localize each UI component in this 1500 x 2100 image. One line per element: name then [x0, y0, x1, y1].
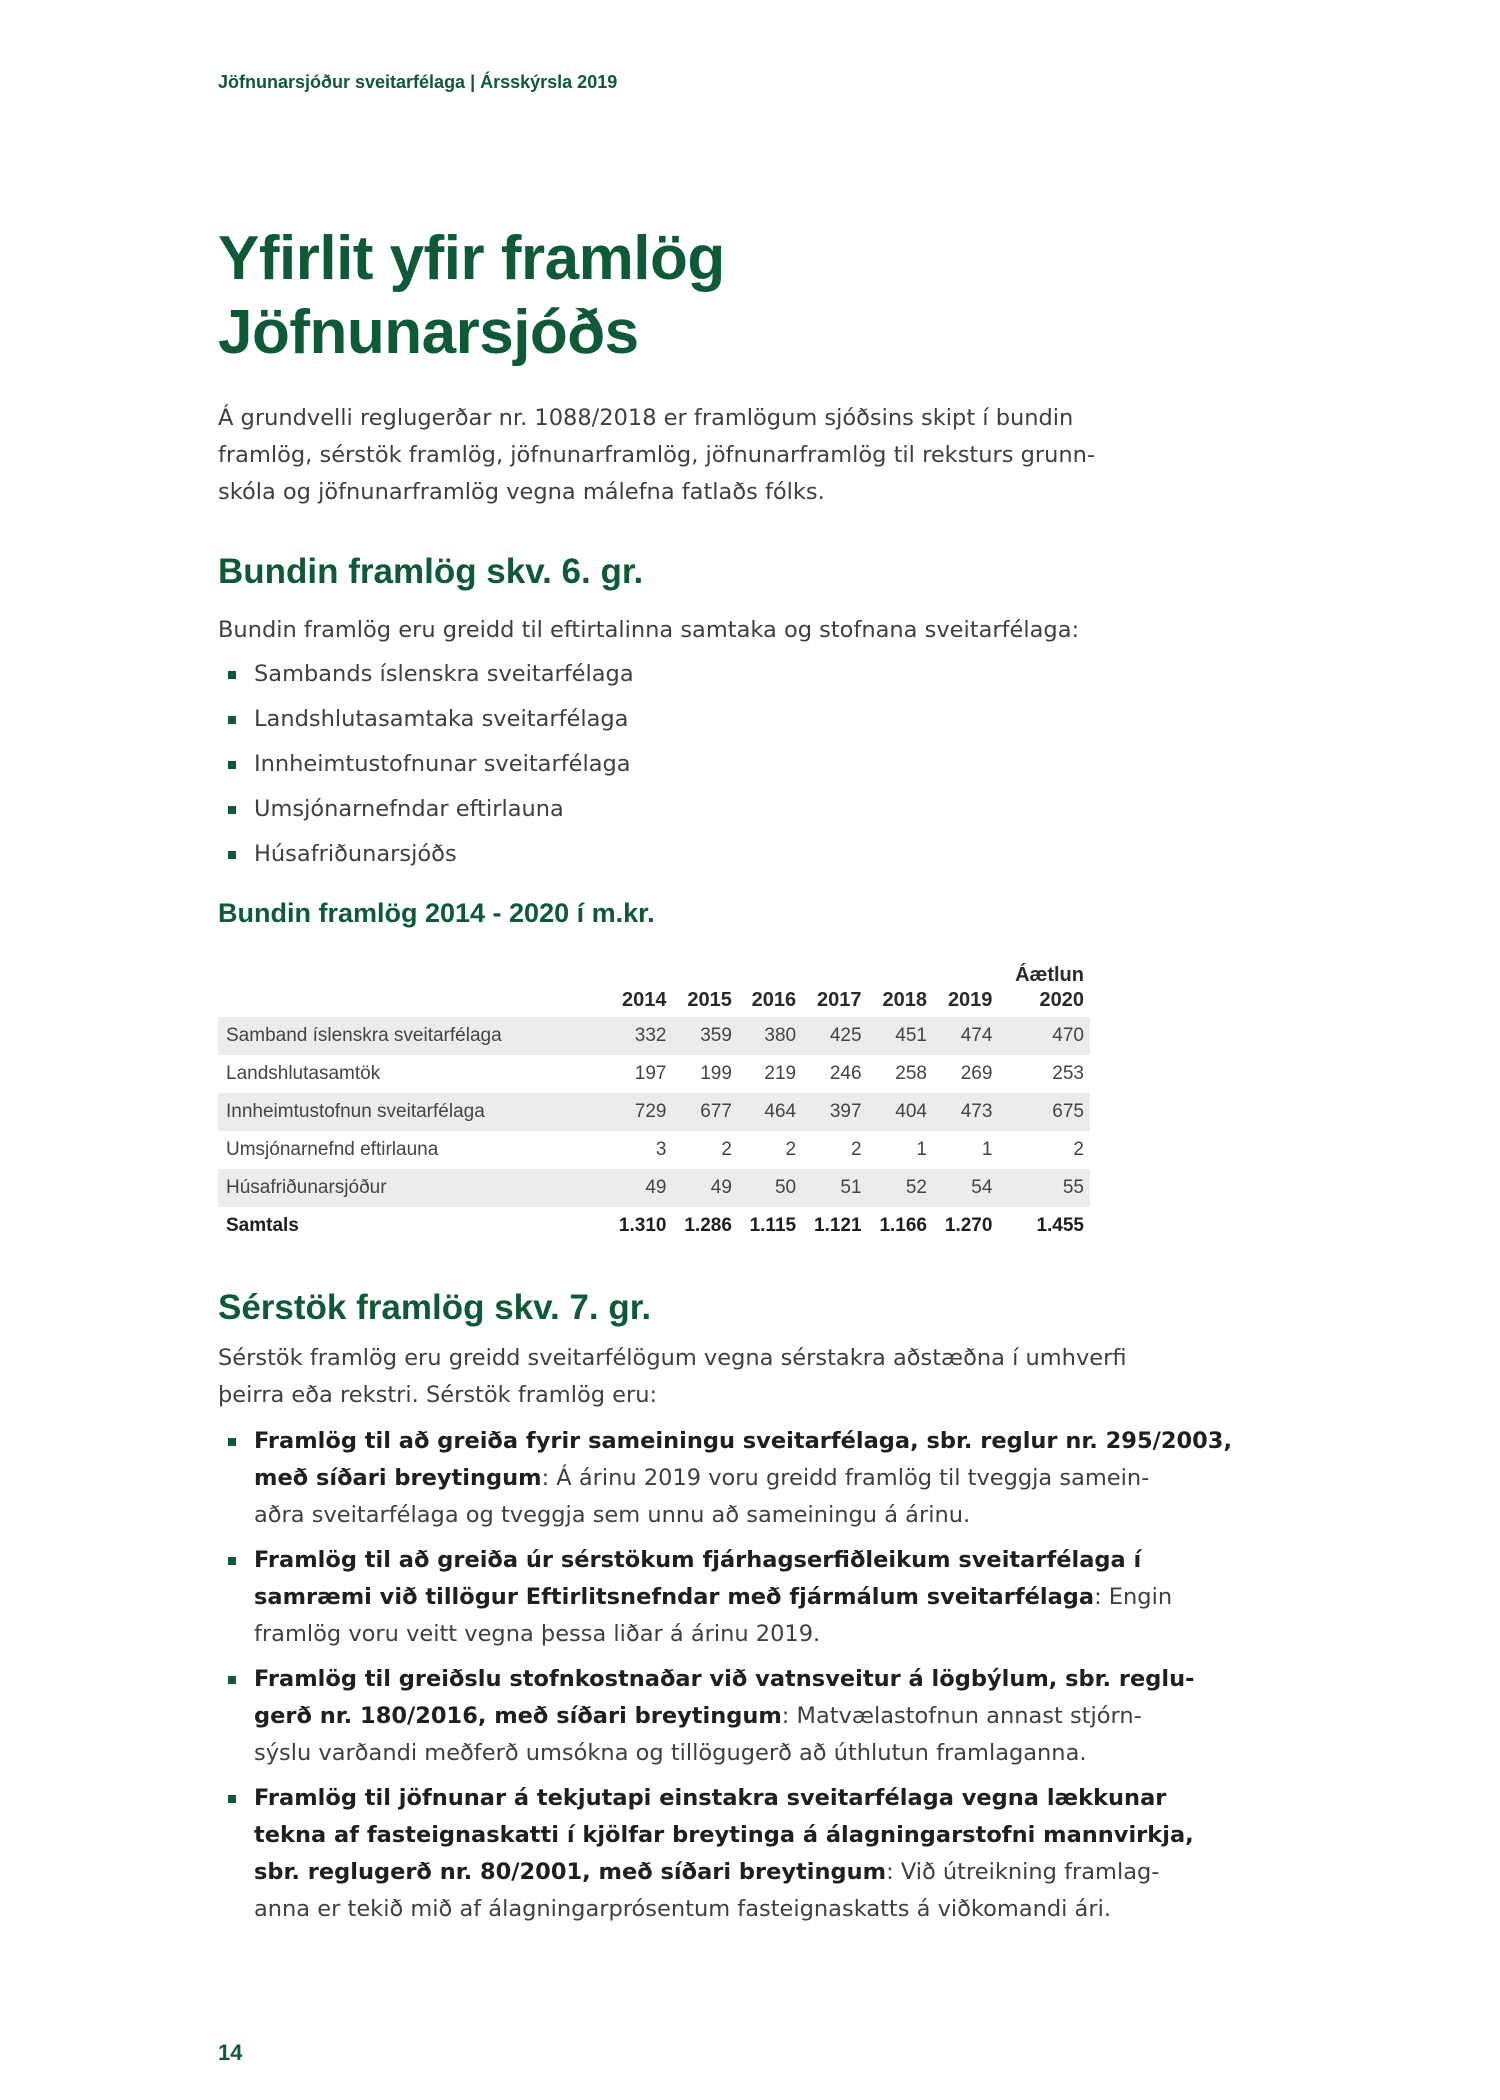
table-header-year: 2017	[817, 989, 862, 1011]
section-text-bundin	[218, 612, 1098, 649]
total-label: Samtals	[226, 1215, 299, 1236]
section-heading-serstok: Sérstök framlög skv. 7. gr.	[218, 1288, 652, 1327]
list-item-text: Húsafriðunarsjóðs	[254, 841, 457, 867]
table-cell: 51	[802, 1169, 867, 1207]
list-item-text: Umsjónarnefndar eftirlauna	[254, 796, 564, 822]
square-bullet-icon	[228, 671, 236, 679]
table-row	[218, 1093, 1090, 1131]
table-row	[218, 1017, 1090, 1055]
section-text-line: Sérstök framlög eru greidd sveitarfélögum vegna sérstakra aðstæðna í umhverfi	[218, 1345, 1127, 1371]
table-cell: 49	[672, 1169, 737, 1207]
table-cell: 464	[738, 1093, 802, 1131]
list-line	[254, 1579, 1173, 1616]
table-cell: 258	[895, 1063, 927, 1084]
table-cell: 52	[868, 1169, 933, 1207]
square-bullet-icon	[228, 1676, 236, 1684]
table-cell: 49	[607, 1169, 672, 1207]
bold-text: Framlög til jöfnunar á tekjutapi einstakra sveitarfélaga vegna lækkunar	[254, 1785, 1167, 1811]
plan-year: 2020	[1039, 989, 1084, 1011]
table-cell: 219	[764, 1063, 797, 1084]
total-cell: 1.286	[684, 1215, 732, 1236]
table-header-label	[218, 955, 607, 1017]
table-header-year: 2019	[947, 989, 993, 1011]
list-line	[254, 1698, 1142, 1735]
table-cell: 729	[607, 1093, 672, 1131]
plain-text: : Við útreikning framlag-	[886, 1859, 1160, 1885]
table-cell: 2	[1073, 1139, 1084, 1160]
plain-text: : Matvælastofnun annast stjórn-	[781, 1703, 1142, 1729]
special-contributions-list	[218, 1423, 1233, 1936]
table-cell: 269	[960, 1063, 993, 1084]
page-title-line-1: Yfirlit yfir framlög	[218, 224, 725, 293]
plan-label: Áætlun	[1015, 964, 1084, 986]
section-heading-bundin: Bundin framlög skv. 6. gr.	[218, 552, 644, 591]
table-header-year: 2014	[621, 989, 667, 1011]
square-bullet-icon	[228, 1795, 236, 1803]
list-line: sýslu varðandi meðferð umsókna og tillögugerð að úthlutun framlaganna.	[254, 1740, 1087, 1766]
square-bullet-icon	[228, 716, 236, 724]
total-cell: 1.121	[813, 1215, 862, 1236]
table-cell: 470	[998, 1017, 1090, 1055]
bold-text: samræmi við tillögur Eftirlitsnefndar með fjármálum sveitarfélaga	[254, 1584, 1095, 1610]
square-bullet-icon	[228, 851, 236, 859]
section-text-line: Bundin framlög eru greidd til eftirtalinna samtaka og stofnana sveitarfélaga:	[218, 617, 1080, 643]
bold-text: Framlög til að greiða fyrir sameiningu sveitarfélaga, sbr. reglur nr. 295/2003,	[254, 1428, 1233, 1454]
list-item	[218, 746, 1098, 791]
bold-text: Framlög til að greiða úr sérstökum fjárhagserfiðleikum sveitarfélaga í	[254, 1547, 1142, 1573]
list-item-text: Innheimtustofnunar sveitarfélaga	[254, 751, 631, 777]
list-item	[218, 1661, 1195, 1772]
bold-text: gerð nr. 180/2016, með síðari breytingum	[254, 1703, 782, 1729]
table-row	[218, 1169, 1090, 1207]
table-cell: 2	[850, 1139, 862, 1160]
total-cell: 1.310	[618, 1215, 667, 1236]
square-bullet-icon	[228, 1438, 236, 1446]
contributions-table	[218, 955, 1090, 1245]
list-line	[254, 1661, 1195, 1698]
list-item	[218, 791, 1098, 836]
table-header-year: 2016	[751, 989, 797, 1011]
list-item-text: Sambands íslenskra sveitarfélaga	[254, 661, 634, 687]
bold-text: með síðari breytingum	[254, 1465, 542, 1491]
list-item	[218, 656, 1098, 701]
square-bullet-icon	[228, 806, 236, 814]
list-line	[254, 1854, 1160, 1891]
table-cell: 397	[802, 1093, 867, 1131]
table-cell: 404	[868, 1093, 933, 1131]
plain-text: : Á árinu 2019 voru greidd framlög til tveggja samein-	[541, 1465, 1150, 1491]
table-cell: 1	[916, 1139, 927, 1160]
list-item	[218, 1780, 1194, 1928]
list-line	[254, 1542, 1142, 1579]
list-item-text: Landshlutasamtaka sveitarfélaga	[254, 706, 629, 732]
list-item	[218, 1423, 1233, 1534]
table-total-row	[218, 1207, 1090, 1245]
total-cell: 1.166	[879, 1215, 927, 1236]
table-cell: 380	[738, 1017, 802, 1055]
intro-line: Á grundvelli reglugerðar nr. 1088/2018 er framlögum sjóðsins skipt í bundin	[218, 405, 1074, 431]
table-cell: 451	[868, 1017, 933, 1055]
row-label: Umsjónarnefnd eftirlauna	[226, 1139, 439, 1160]
list-line: anna er tekið mið af álagningarprósentum fasteignaskatts á viðkomandi ári.	[254, 1896, 1111, 1922]
bold-text: tekna af fasteignaskatti í kjölfar breytinga á álagningarstofni mannvirkja,	[254, 1822, 1194, 1848]
list-line	[254, 1460, 1150, 1497]
row-label: Innheimtustofnun sveitarfélaga	[218, 1093, 607, 1131]
table-cell: 3	[655, 1139, 667, 1160]
section-text-line: þeirra eða rekstri. Sérstök framlög eru:	[218, 1382, 658, 1408]
page-title	[218, 222, 725, 370]
row-label: Húsafriðunarsjóður	[218, 1169, 607, 1207]
table-cell: 55	[998, 1169, 1090, 1207]
table-cell: 677	[672, 1093, 737, 1131]
table-cell: 473	[933, 1093, 998, 1131]
table-cell: 50	[738, 1169, 802, 1207]
table-cell: 425	[802, 1017, 867, 1055]
intro-line: skóla og jöfnunarframlög vegna málefna fatlaðs fólks.	[218, 479, 825, 505]
intro-line: framlög, sérstök framlög, jöfnunarframlög, jöfnunarframlög til reksturs grunn-	[218, 442, 1096, 468]
table-cell: 197	[634, 1063, 667, 1084]
page-number: 14	[218, 2040, 243, 2065]
running-header: Jöfnunarsjóður sveitarfélaga | Ársskýrsla 2019	[218, 72, 618, 92]
list-line	[254, 1817, 1194, 1854]
table-cell: 332	[607, 1017, 672, 1055]
square-bullet-icon	[228, 761, 236, 769]
list-line	[254, 1780, 1167, 1817]
section-text-serstok	[218, 1340, 1127, 1414]
table-cell: 359	[672, 1017, 737, 1055]
bold-text: Framlög til greiðslu stofnkostnaðar við vatnsveitur á lögbýlum, sbr. reglu-	[254, 1666, 1195, 1692]
list-item	[218, 1542, 1173, 1653]
table-header-row	[218, 955, 1090, 1017]
table-cell: 253	[1052, 1063, 1084, 1084]
table-title: Bundin framlög 2014 - 2020 í m.kr.	[218, 898, 655, 928]
table-cell: 54	[933, 1169, 998, 1207]
table-row	[218, 1131, 1090, 1169]
list-line: aðra sveitarfélaga og tveggja sem unnu að sameiningu á árinu.	[254, 1502, 971, 1528]
table-cell: 474	[933, 1017, 998, 1055]
square-bullet-icon	[228, 1557, 236, 1565]
page-title-line-2: Jöfnunarsjóðs	[218, 298, 639, 367]
list-line: framlög voru veitt vegna þessa liðar á árinu 2019.	[254, 1621, 821, 1647]
table-cell: 675	[998, 1093, 1090, 1131]
row-label: Landshlutasamtök	[226, 1063, 381, 1084]
total-cell: 1.115	[749, 1215, 797, 1236]
table-header-year: 2015	[687, 989, 732, 1011]
total-cell: 1.455	[1036, 1215, 1084, 1236]
total-cell: 1.270	[944, 1215, 993, 1236]
intro-paragraph	[218, 400, 1098, 511]
table-cell: 2	[785, 1139, 797, 1160]
list-line	[254, 1423, 1233, 1460]
row-label: Samband íslenskra sveitarfélaga	[218, 1017, 607, 1055]
table-row	[218, 1055, 1090, 1093]
table-cell: 246	[829, 1063, 862, 1084]
table-cell: 199	[700, 1063, 732, 1084]
table-header-year: 2018	[882, 989, 927, 1011]
list-item	[218, 701, 1098, 746]
list-item	[218, 836, 1098, 881]
recipient-list	[218, 656, 1098, 881]
table-cell: 2	[721, 1139, 732, 1160]
plain-text: : Engin	[1094, 1584, 1173, 1610]
table-header-plan	[998, 955, 1090, 1017]
table-cell: 1	[981, 1139, 993, 1160]
bold-text: sbr. reglugerð nr. 80/2001, með síðari breytingum	[254, 1859, 887, 1885]
